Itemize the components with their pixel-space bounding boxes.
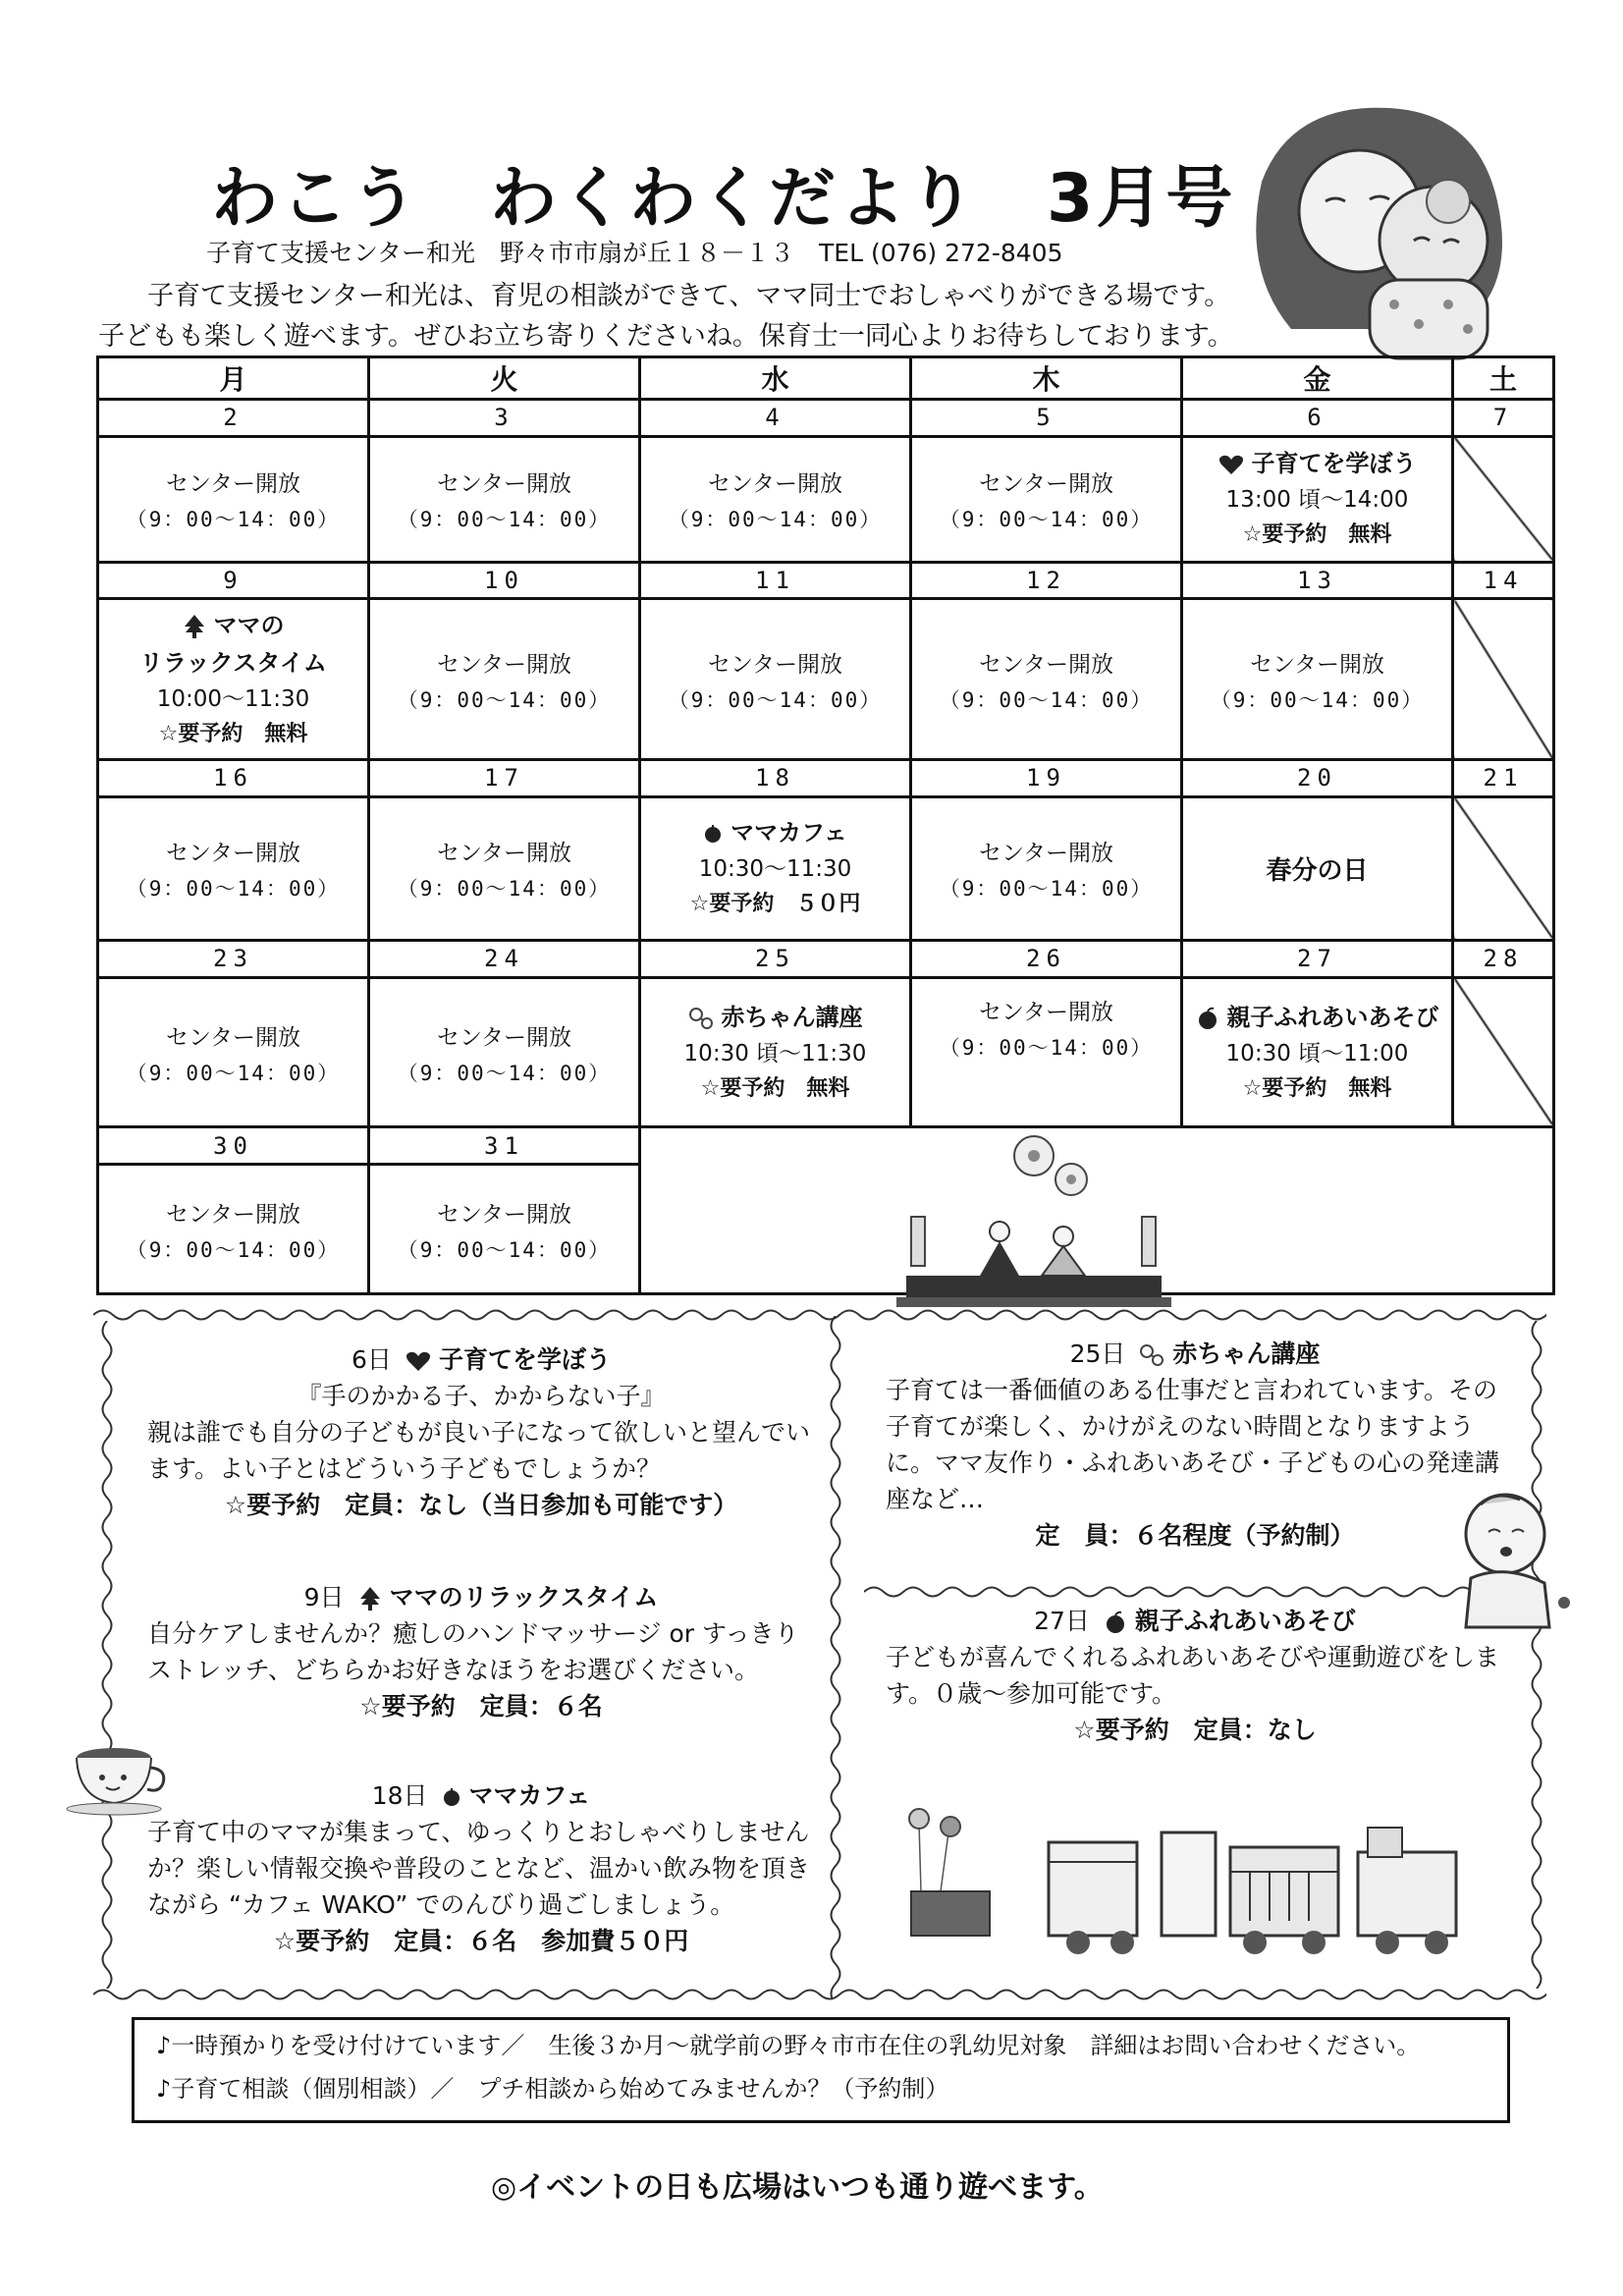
center-open-label: センター開放 [978, 651, 1114, 678]
date-number: 17 [369, 760, 640, 797]
weekday-thu: 木 [911, 357, 1182, 400]
center-open-label: センター開放 [707, 471, 843, 498]
date-number: 6 [1182, 400, 1453, 437]
hina-doll-cell [640, 1127, 1554, 1294]
open-hours: （9：00～14：00） [397, 687, 612, 712]
weekday-mon: 月 [98, 357, 369, 400]
scalloped-border-right [1528, 1321, 1545, 1989]
date-number: 13 [1182, 562, 1453, 599]
day-cell [640, 599, 911, 760]
open-hours: （9：00～14：00） [397, 1061, 612, 1085]
center-open-label: センター開放 [978, 841, 1114, 867]
detail-section-9 [147, 1579, 815, 1724]
day-cell [369, 436, 640, 562]
day-cell-event [640, 796, 911, 940]
tree-icon [358, 1586, 382, 1612]
detail-date: 18日 [371, 1781, 428, 1810]
footer-note: ◎イベントの日も広場はいつも通り遊べます。 [491, 2170, 1104, 2205]
scalloped-column-divider [827, 1316, 844, 1998]
center-open-label: センター開放 [165, 841, 301, 867]
date-row [98, 941, 1554, 978]
date-number: 21 [1453, 760, 1554, 797]
date-number: 28 [1453, 941, 1554, 978]
event-time: 10:30～11:30 [698, 856, 852, 883]
saturday-closed-cell [1453, 796, 1554, 940]
detail-event-name: ママカフェ [468, 1781, 591, 1810]
detail-body: 自分ケアしませんか？癒しのハンドマッサージ or すっきりストレッチ、どちらかお好きなほうをお選びください。 [147, 1619, 799, 1684]
apple-icon [1196, 1007, 1219, 1030]
day-cell [98, 977, 369, 1126]
date-number: 31 [369, 1127, 640, 1165]
newsletter-title [211, 145, 1235, 241]
notice-consultation: ♪子育て相談（個別相談）／ プチ相談から始めてみませんか？（予約制） [156, 2075, 949, 2103]
day-cell [1182, 599, 1453, 760]
detail-event-name: ママのリラックスタイム [389, 1583, 659, 1612]
scalloped-border-bottom [93, 1986, 1546, 2003]
center-open-label: センター開放 [978, 999, 1114, 1025]
weekday-header-row [98, 357, 1554, 400]
open-hours: （9：00～14：00） [668, 687, 883, 712]
open-hours: （9：00～14：00） [397, 877, 612, 902]
saturday-closed-cell [1453, 977, 1554, 1126]
detail-date: 6日 [352, 1345, 392, 1374]
detail-date: 25日 [1069, 1339, 1126, 1368]
day-cell [369, 977, 640, 1126]
scalloped-border-top [93, 1306, 1546, 1324]
open-hours: （9：00～14：00） [126, 1237, 341, 1262]
detail-subtitle: 『手のかかる子、かからない子』 [297, 1382, 666, 1410]
day-cell-event [98, 599, 369, 760]
calendar-table [96, 355, 1555, 1295]
date-number: 20 [1182, 760, 1453, 797]
scalloped-border-left [98, 1321, 116, 1989]
heart-icon [406, 1350, 431, 1372]
dot-icon [442, 1787, 461, 1807]
scalloped-divider-right [864, 1583, 1532, 1601]
open-hours: （9：00～14：00） [397, 1237, 612, 1262]
event-time: 10:00～11:30 [156, 685, 310, 712]
event-note: ☆要予約 無料 [158, 721, 308, 746]
event-note: ☆要予約 ５０円 [689, 892, 861, 917]
mother-and-baby-illustration [1222, 93, 1546, 368]
event-note: ☆要予約 無料 [1242, 1075, 1392, 1101]
detail-body: 子育ては一番価値のある仕事だと言われています。その子育てが楽しく、かけがえのない時間となりますように。ママ友作り・ふれあいあそび・子どもの心の発達講座など… [886, 1376, 1500, 1513]
hina-dolls-illustration [887, 1128, 1181, 1315]
open-hours: （9：00～14：00） [397, 508, 612, 532]
date-number: 9 [98, 562, 369, 599]
heart-icon [1218, 454, 1244, 475]
event-name: ママカフェ [730, 819, 847, 847]
rattle-icon [1139, 1343, 1164, 1367]
dot-icon [703, 824, 723, 844]
day-cell [98, 436, 369, 562]
detail-footer: 定 員：６名程度（予約制） [1035, 1521, 1355, 1550]
day-cell [640, 436, 911, 562]
date-number: 3 [369, 400, 640, 437]
detail-section-6 [147, 1341, 815, 1523]
center-open-label: センター開放 [978, 471, 1114, 498]
center-open-label: センター開放 [165, 1201, 301, 1228]
intro-line-2: 子どもも楽しく遊べます。ぜひお立ち寄りくださいね。保育士一同心よりお待ちしております。 [98, 321, 1234, 352]
center-open-label: センター開放 [436, 841, 572, 867]
event-time: 13:00 頃～14:00 [1225, 487, 1409, 514]
date-row [98, 400, 1554, 437]
event-time: 10:30 頃～11:00 [1225, 1040, 1409, 1066]
apple-icon [1104, 1611, 1127, 1634]
day-cell [911, 599, 1182, 760]
date-number: 19 [911, 760, 1182, 797]
open-hours: （9：00～14：00） [126, 877, 341, 902]
event-name-line1: ママの [213, 611, 285, 639]
date-number: 23 [98, 941, 369, 978]
center-open-label: センター開放 [436, 1024, 572, 1051]
center-open-label: センター開放 [1249, 651, 1385, 678]
weekday-sat: 土 [1453, 357, 1554, 400]
event-name: 親子ふれあいあそび [1226, 1003, 1439, 1031]
day-cell [369, 1165, 640, 1294]
tree-icon [183, 614, 206, 639]
date-number: 25 [640, 941, 911, 978]
date-number: 14 [1453, 562, 1554, 599]
detail-footer: ☆要予約 定員：なし（当日参加も可能です） [224, 1491, 738, 1519]
event-time: 10:30 頃～11:30 [683, 1040, 867, 1066]
notice-childcare: ♪一時預かりを受け付けています／ 生後３か月～就学前の野々市市在住の乳幼児対象 詳細はお問い合わせください。 [156, 2032, 1421, 2059]
notice-box [132, 2017, 1510, 2123]
center-address: 子育て支援センター和光 野々市市扇が丘１８－１３ TEL (076) 272-8405 [206, 239, 1063, 267]
day-content-row [98, 599, 1554, 760]
date-number: 26 [911, 941, 1182, 978]
date-number: 16 [98, 760, 369, 797]
holiday-name: 春分の日 [1266, 855, 1369, 886]
event-note: ☆要予約 無料 [1242, 522, 1392, 548]
detail-body: 子どもが喜んでくれるふれあいあそびや運動遊びをします。０歳～参加可能です。 [886, 1643, 1500, 1708]
date-number: 4 [640, 400, 911, 437]
center-open-label: センター開放 [436, 651, 572, 678]
detail-body: 親は誰でも自分の子どもが良い子になって欲しいと望んでいます。よい子とはどういう子どもでしょうか？ [147, 1418, 811, 1483]
open-hours: （9：00～14：00） [939, 1035, 1154, 1060]
event-name: 赤ちゃん講座 [721, 1003, 863, 1031]
center-open-label: センター開放 [165, 1024, 301, 1051]
day-content-row [98, 796, 1554, 940]
date-row [98, 760, 1554, 797]
date-number: 11 [640, 562, 911, 599]
weekday-fri: 金 [1182, 357, 1453, 400]
date-row [98, 562, 1554, 599]
detail-footer: ☆要予約 定員：なし [1073, 1716, 1317, 1744]
open-hours: （9：00～14：00） [668, 508, 883, 532]
weekday-tue: 火 [369, 357, 640, 400]
date-number: 12 [911, 562, 1182, 599]
day-content-row [98, 977, 1554, 1126]
open-hours: （9：00～14：00） [1210, 687, 1425, 712]
detail-event-name: 子育てを学ぼう [438, 1345, 611, 1374]
detail-date: 27日 [1034, 1607, 1090, 1635]
center-open-label: センター開放 [436, 1201, 572, 1228]
detail-event-name: 赤ちゃん講座 [1172, 1339, 1321, 1368]
detail-section-27 [886, 1603, 1504, 1748]
date-number: 5 [911, 400, 1182, 437]
intro-line-1: 子育て支援センター和光は、育児の相談ができて、ママ同士でおしゃべりができる場です。 [147, 281, 1231, 311]
detail-body: 子育て中のママが集まって、ゆっくりとおしゃべりしませんか？楽しい情報交換や普段のことなど、温かい飲み物を頂きながら “カフェ WAKO” でのんびり過ごしましょう。 [147, 1818, 811, 1919]
weekday-wed: 水 [640, 357, 911, 400]
date-number: 10 [369, 562, 640, 599]
open-hours: （9：00～14：00） [939, 687, 1154, 712]
center-open-label: センター開放 [707, 651, 843, 678]
detail-section-25 [886, 1336, 1504, 1554]
day-cell-event [640, 977, 911, 1126]
open-hours: （9：00～14：00） [939, 508, 1154, 532]
event-name: 子育てを学ぼう [1251, 450, 1417, 478]
date-number: 30 [98, 1127, 369, 1165]
detail-event-name: 親子ふれあいあそび [1134, 1607, 1356, 1635]
center-open-label: センター開放 [436, 471, 572, 498]
date-number: 7 [1453, 400, 1554, 437]
event-note: ☆要予約 無料 [700, 1075, 850, 1101]
day-cell [98, 1165, 369, 1294]
day-cell [369, 599, 640, 760]
title-text: わこう わくわくだより [211, 160, 979, 238]
open-hours: （9：00～14：00） [126, 508, 341, 532]
day-content-row [98, 436, 1554, 562]
date-number: 18 [640, 760, 911, 797]
saturday-closed-cell [1453, 599, 1554, 760]
date-number: 27 [1182, 941, 1453, 978]
date-row [98, 1127, 1554, 1165]
detail-date: 9日 [303, 1583, 345, 1612]
date-number: 24 [369, 941, 640, 978]
open-hours: （9：00～14：00） [126, 1061, 341, 1085]
event-name-line2: リラックスタイム [139, 648, 327, 677]
date-number: 2 [98, 400, 369, 437]
day-cell [911, 796, 1182, 940]
toy-train-illustration [882, 1803, 1490, 1960]
day-cell [98, 796, 369, 940]
detail-footer: ☆要予約 定員：６名 [359, 1692, 603, 1721]
open-hours: （9：00～14：00） [939, 877, 1154, 902]
day-cell-event [1182, 977, 1453, 1126]
detail-footer: ☆要予約 定員：６名 参加費５０円 [273, 1927, 689, 1955]
day-cell [911, 977, 1182, 1126]
day-cell-event [1182, 436, 1453, 562]
center-open-label: センター開放 [165, 471, 301, 498]
detail-section-18 [147, 1777, 815, 1959]
saturday-closed-cell [1453, 436, 1554, 562]
day-cell [911, 436, 1182, 562]
month-label: 3月号 [1047, 160, 1236, 238]
rattle-icon [688, 1007, 714, 1030]
day-cell-holiday [1182, 796, 1453, 940]
day-cell [369, 796, 640, 940]
